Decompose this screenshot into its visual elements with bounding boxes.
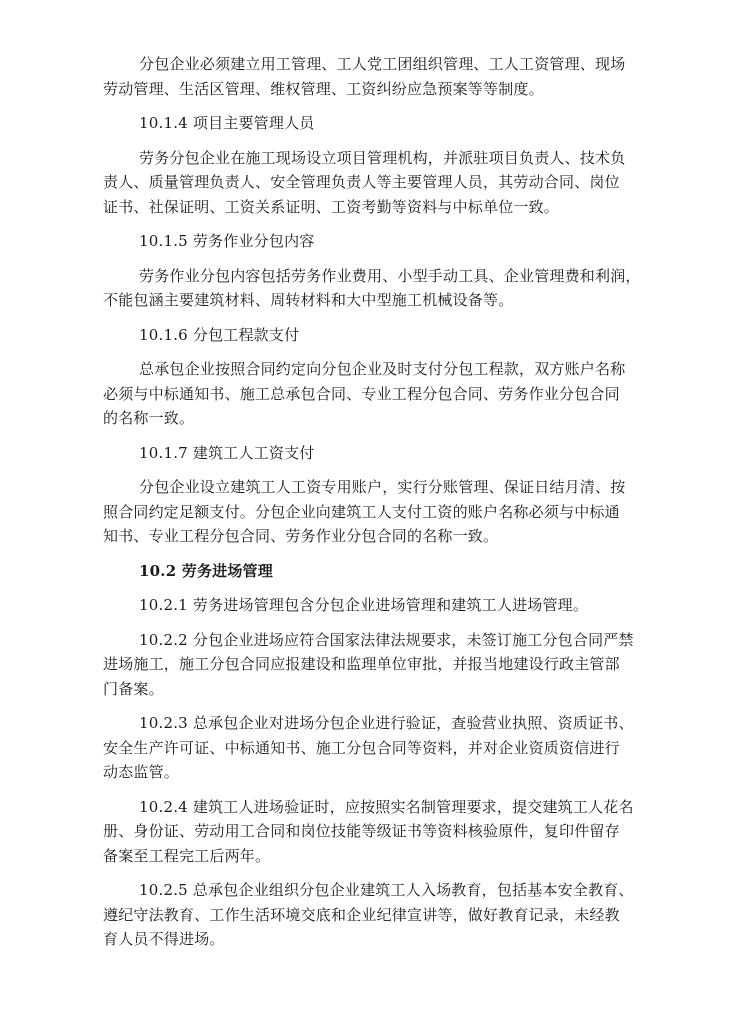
paragraph-10-2-5: 10.2.5 总承包企业组织分包企业建筑工人入场教育，包括基本安全教育、 遵纪守法教育、工作生活环境交底和企业纪律宣讲等，做好教育记录，未经教 育人员不得进场。 (103, 881, 634, 948)
paragraph-key-managers: 劳务分包企业在施工现场设立项目管理机构，并派驻项目负责人、技术负 责人、质量管理负责人、安全管理负责人等主要管理人员，其劳动合同、岗位 证书、社保证明、工资关系证明、工资考勤等资料与中标单位一致。 (103, 148, 626, 216)
paragraph-wage-payment: 分包企业设立建筑工人工资专用账户，实行分账管理、保证日结月清、按 照合同约定足额支付。分包企业向建筑工人支付工资的账户名称必须与中标通 知书、专业工程分包合同、劳务作业分包合同的名称一致。 (103, 478, 626, 545)
section-heading-10-1-6: 10.1.6 分包工程款支付 (139, 325, 300, 344)
paragraph-10-2-3: 10.2.3 总承包企业对进场分包企业进行验证，查验营业执照、资质证书、 安全生产许可证、中标通知书、施工分包合同等资料，并对企业资质资信进行 动态监管。 (103, 714, 634, 781)
paragraph-payment: 总承包企业按照合同约定向分包企业及时支付分包工程款，双方账户名称 必须与中标通知书、施工总承包合同、专业工程分包合同、劳务作业分包合同 的名称一致。 (103, 360, 626, 427)
section-heading-10-2: 10.2 劳务进场管理 (139, 561, 273, 580)
section-heading-10-1-4: 10.1.4 项目主要管理人员 (139, 114, 315, 132)
section-heading-10-1-5: 10.1.5 劳务作业分包内容 (139, 232, 315, 250)
paragraph-10-2-4: 10.2.4 建筑工人进场验证时，应按照实名制管理要求，提交建筑工人花名 册、身份证、劳动用工合同和岗位技能等级证书等资料核验原件，复印件留存 备案至工程完工后两年。 (103, 797, 634, 865)
paragraph-10-2-1: 10.2.1 劳务进场管理包含分包企业进场管理和建筑工人进场管理。 (139, 596, 589, 614)
section-heading-10-1-7: 10.1.7 建筑工人工资支付 (139, 443, 315, 462)
document-page (103, 52, 663, 962)
paragraph-subcontractor-systems: 分包企业必须建立用工管理、工人党工团组织管理、工人工资管理、现场 劳动管理、生活区管理、维权管理、工资纠纷应急预案等等制度。 (103, 55, 626, 98)
paragraph-10-2-2: 10.2.2 分包企业进场应符合国家法律法规要求，未签订施工分包合同严禁 进场施工，施工分包合同应报建设和监理单位审批，并报当地建设行政主管部 门备案。 (103, 630, 634, 698)
paragraph-subcontract-content: 劳务作业分包内容包括劳务作业费用、小型手动工具、企业管理费和利润， 不能包涵主要建筑材料、周转材料和大中型施工机械设备等。 (103, 266, 641, 309)
